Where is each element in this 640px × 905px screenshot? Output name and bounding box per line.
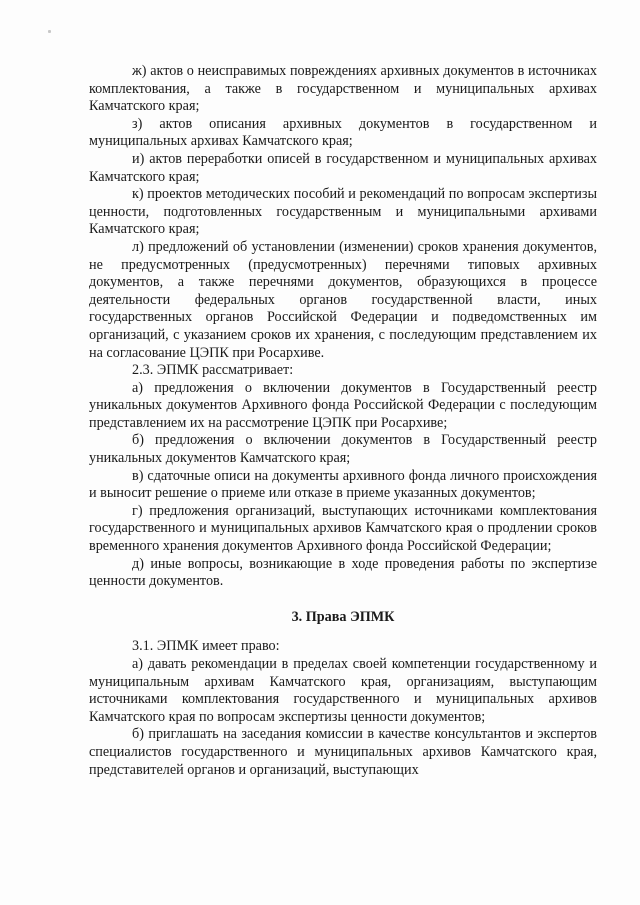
paragraph-2-3-b: б) предложения о включении документов в Государственный реестр уникальных документов Камчатского края; bbox=[89, 432, 597, 467]
paragraph-2-3-v: в) сдаточные описи на документы архивного фонда личного происхождения и выносит решение о приеме или отказе в приеме указанных документов; bbox=[89, 467, 597, 502]
paragraph-zh: ж) актов о неисправимых повреждениях архивных документов в источниках комплектования, а также в государственном и муниципальных архивах Камчатского края; bbox=[89, 63, 597, 115]
document-body bbox=[89, 63, 597, 779]
paragraph-z: з) актов описания архивных документов в государственном и муниципальных архивах Камчатского края; bbox=[89, 115, 597, 150]
clause-2-3-intro: 2.3. ЭПМК рассматривает: bbox=[132, 362, 294, 379]
scan-artifact-mark bbox=[48, 30, 51, 33]
paragraph-2-3-g: г) предложения организаций, выступающих источниками комплектования государственного и муниципальных архивов Камчатского края о продлении сроков временного хранения документов Архивного фонда Российской Федерации; bbox=[89, 502, 597, 555]
paragraph-k: к) проектов методических пособий и рекомендаций по вопросам экспертизы ценности, подготовленных государственным и муниципальными архивами Камчатского края; bbox=[89, 186, 597, 238]
paragraph-2-3-a: а) предложения о включении документов в Государственный реестр уникальных документов Архивного фонда Российской Федерации с последующим представлением их на рассмотрение ЦЭПК при Росархиве; bbox=[89, 379, 597, 431]
paragraph-3-1-a: а) давать рекомендации в пределах своей компетенции государственному и муниципальным архивам Камчатского края, организациям, выступающим источниками комплектования государственного и муниципальных архивов Камчатского края по вопросам экспертизы ценности документов; bbox=[89, 656, 597, 725]
paragraph-i: и) актов переработки описей в государственном и муниципальных архивах Камчатского края; bbox=[89, 150, 597, 185]
clause-3-1-intro: 3.1. ЭПМК имеет право: bbox=[132, 638, 280, 655]
section-heading: 3. Права ЭПМК bbox=[291, 608, 395, 625]
paragraph-3-1-b: б) приглашать на заседания комиссии в качестве консультантов и экспертов специалистов государственного и муниципальных архивов Камчатского края, представителей органов и организаций, выступающих bbox=[89, 726, 597, 778]
paragraph-l: л) предложений об установлении (изменении) сроков хранения документов, не предусмотренных (предусмотренных) перечнями типовых архивных документов, а также перечнями документов, образующихся в процессе деятельности федеральных органов государственной власти, иных государственных органов Российской Федерации и подведомственных им организаций, с указанием сроков их хранения, с последующим представлением их на согласование ЦЭПК при Росархиве. bbox=[89, 238, 597, 361]
paragraph-2-3-d: д) иные вопросы, возникающие в ходе проведения работы по экспертизе ценности документов. bbox=[89, 555, 597, 590]
